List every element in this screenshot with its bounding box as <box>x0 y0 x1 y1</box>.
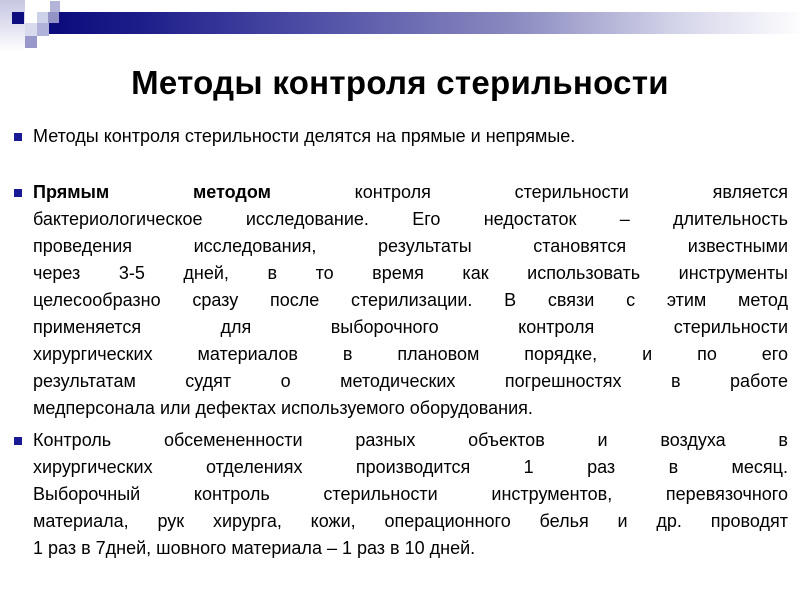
text-line: целесообразно сразу после стерилизации. В связи с этим метод <box>33 290 788 310</box>
text-line: применяется для выборочного контроля стерильности <box>33 317 788 337</box>
text-line: проведения исследования, результаты становятся известными <box>33 236 788 256</box>
deco-square-icon <box>12 12 24 24</box>
bullet-square-icon <box>14 189 22 197</box>
deco-left-gradient-strip <box>0 0 25 52</box>
text-line: результатам судят о методических погрешностях в работе <box>33 371 788 391</box>
text-line: хирургических отделениях производится 1 раз в месяц. <box>33 457 788 477</box>
text-line: через 3-5 дней, в то время как использовать инструменты <box>33 263 788 283</box>
bullet-item-1 <box>0 123 800 150</box>
deco-square-icon <box>50 1 60 12</box>
deco-square-icon <box>25 36 37 48</box>
slide-body <box>0 123 800 562</box>
bullet-item-2 <box>0 179 800 422</box>
bullet-text <box>33 123 788 150</box>
bullet-text <box>33 427 788 562</box>
text-line: Выборочный контроль стерильности инструментов, перевязочного <box>33 484 788 504</box>
bold-lead-text: Прямым методом <box>33 182 271 202</box>
deco-square-icon <box>37 23 49 36</box>
text-line: материала, рук хирурга, кожи, операционного белья и др. проводят <box>33 511 788 531</box>
deco-square-icon <box>25 23 37 36</box>
text-line: хирургических материалов в плановом порядке, и по его <box>33 344 788 364</box>
bullet-text <box>33 179 788 422</box>
text-span: контроля стерильности является <box>270 182 788 202</box>
text-line: Контроль обсемененности разных объектов и воздуха в <box>33 430 788 450</box>
bullet-item-3 <box>0 427 800 562</box>
text-line <box>33 179 788 206</box>
slide-title: Методы контроля стерильности <box>131 64 669 101</box>
deco-gradient-bar <box>48 12 800 34</box>
text-line: Методы контроля стерильности делятся на прямые и непрямые. <box>33 126 576 146</box>
bullet-square-icon <box>14 133 22 141</box>
text-line: 1 раз в 7дней, шовного материала – 1 раз в 10 дней. <box>33 538 476 558</box>
bullet-square-icon <box>14 437 22 445</box>
deco-square-icon <box>48 12 59 23</box>
text-line: бактериологическое исследование. Его недостаток – длительность <box>33 209 788 229</box>
text-line: медперсонала или дефектах используемого оборудования. <box>33 398 533 418</box>
